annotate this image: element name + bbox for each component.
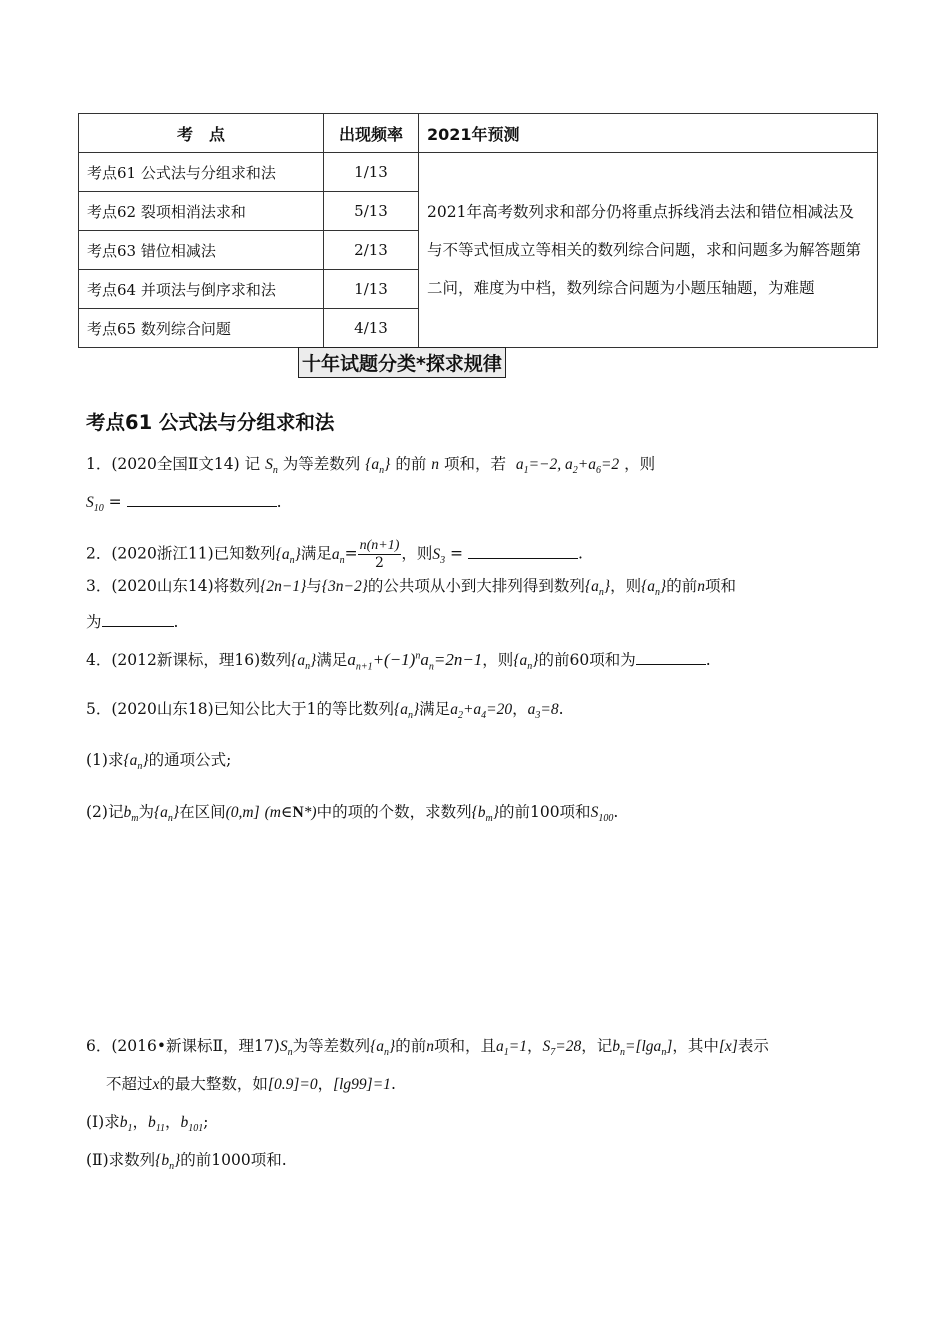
row-topic: 考点64 并项法与倒序求和法 [79,270,324,309]
answer-blank[interactable] [636,650,706,665]
header-prediction: 2021年预测 [419,114,878,153]
header-topic: 考 点 [79,114,324,153]
row-topic: 考点65 数列综合问题 [79,309,324,348]
row-freq: 2/13 [324,231,419,270]
row-topic: 考点62 裂项相消法求和 [79,192,324,231]
problem-3-line-2: 为 . [86,613,179,631]
problem-6-part-1: (Ⅰ)求$b_1$，$b_{11}$，$b_{101}$; [86,1113,209,1135]
answer-blank[interactable] [127,492,277,507]
problem-1-line-1: 1．(2020全国Ⅱ文14) 记 $S_n$ 为等差数列 $\{a_n\}$ 的前 n 项和，若 $a_1=-2$, $a_2+a_6=2$ ，则 [86,455,656,477]
section-banner: 十年试题分类*探求规律 [298,347,506,378]
prediction-text: 2021年高考数列求和部分仍将重点拆线消去法和错位相减法及与不等式恒成立等相关的数列综合问题，求和问题多为解答题第二问，难度为中档，数列综合问题为小题压轴题，为难题 [419,153,878,348]
problem-6-line-1: 6．(2016•新课标Ⅱ，理$17)S_n$为等差数列$\{a_n\}$的前n项和，且$a_1=1$，$S_7=28$，记$b_n=[\lg a_n]$，其中[x]表示 [86,1037,769,1059]
problem-1-line-2: $S_{10}$ = . [86,493,282,515]
row-freq: 4/13 [324,309,419,348]
row-freq: 5/13 [324,192,419,231]
problem-5: 5．(2020山东18)已知公比大于1的等比数列$\{a_n\}$满足$a_2+a_4=20$，$a_3=8$. [86,700,564,722]
row-freq: 1/13 [324,153,419,192]
row-topic: 考点61 公式法与分组求和法 [79,153,324,192]
problem-6-line-2: 不超过x的最大整数，如[0.9]=0，[lg99]=1. [106,1075,396,1093]
problem-6-part-2: (Ⅱ)求数列$\{b_n\}$的前1000项和. [86,1151,287,1173]
table-row [79,153,878,192]
header-frequency: 出现频率 [324,114,419,153]
table-header-row [79,114,878,153]
problem-4: 4．(2012新课标，理16)数列$\{a_n\}$满足$a_{n+1}+(-1)^na_n=2n-1$，则$\{a_n\}$的前60项和为 . [86,650,711,673]
section-title: 考点61 公式法与分组求和法 [86,411,335,434]
row-freq: 1/13 [324,270,419,309]
answer-blank[interactable] [102,612,174,627]
topic-table [78,113,878,348]
problem-2: 2．(2020浙江11)已知数列$\{a_n\}$满足$a_n=$ $\frac{n(n+1)}{2}$ ，则$S_3$ = . [86,538,583,571]
problem-5-part-1: (1)求$\{a_n\}$的通项公式; [86,751,232,773]
row-topic: 考点63 错位相减法 [79,231,324,270]
problem-5-part-2: (2)记$b_m$为$\{a_n\}$在区间(0,m] (m∈N*)中的项的个数，求数列$\{b_m\}$的前100项和$S_{100}$. [86,803,619,825]
answer-blank[interactable] [468,544,578,559]
problem-3-line-1: 3．(2020山东14)将数列{2n−1}与{3n−2}的公共项从小到大排列得到数列$\{a_n\}$，则$\{a_n\}$的前n项和 [86,577,737,599]
